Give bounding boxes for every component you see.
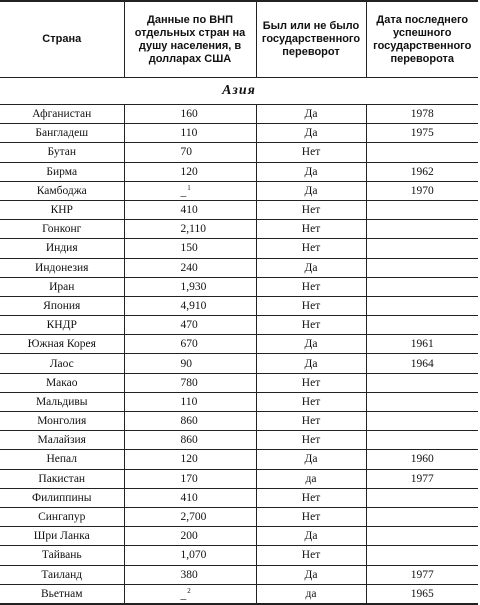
date-cell-text: 1965 — [410, 587, 434, 600]
country-cell — [0, 296, 124, 315]
gnp-cell-text: 170 — [180, 472, 198, 485]
date-cell-text: 1962 — [410, 165, 434, 178]
footnote-marker: 2 — [187, 586, 191, 595]
gnp-cell-text: 470 — [180, 319, 198, 332]
coup-cell — [256, 469, 366, 488]
gnp-cell — [124, 507, 256, 526]
date-cell — [366, 392, 478, 411]
coup-cell-text: Да — [304, 530, 318, 543]
coup-cell — [256, 239, 366, 258]
coup-cell — [256, 124, 366, 143]
gnp-cell-text: 150 — [180, 242, 198, 255]
country-cell-text: Камбоджа — [36, 184, 87, 197]
country-cell — [0, 200, 124, 219]
table-row — [0, 584, 478, 603]
date-cell-text: 1978 — [410, 108, 434, 121]
table — [0, 1, 478, 604]
gnp-cell-text: 860 — [180, 434, 198, 447]
gnp-cell — [124, 105, 256, 124]
coup-cell — [256, 488, 366, 507]
coup-cell-text: Нет — [301, 204, 321, 217]
gnp-cell-text: 780 — [180, 376, 198, 389]
date-cell — [366, 200, 478, 219]
coup-cell — [256, 220, 366, 239]
date-cell — [366, 335, 478, 354]
coup-cell-text: Нет — [301, 223, 321, 236]
coup-cell — [256, 258, 366, 277]
date-cell — [366, 277, 478, 296]
coup-cell-text: Нет — [301, 434, 321, 447]
gnp-cell — [124, 143, 256, 162]
country-cell-text: Южная Корея — [27, 338, 96, 351]
date-cell — [366, 181, 478, 200]
country-cell — [0, 565, 124, 584]
country-cell — [0, 354, 124, 373]
country-cell-text: Мальдивы — [35, 395, 88, 408]
country-cell-text: Индия — [45, 242, 78, 255]
table-row — [0, 488, 478, 507]
coup-cell-text: Нет — [301, 415, 321, 428]
country-cell — [0, 277, 124, 296]
coup-cell-text: Нет — [301, 146, 321, 159]
header-coup: Был или не было государственного переворот — [256, 2, 366, 78]
gnp-cell-text: 4,910 — [180, 299, 207, 312]
date-cell — [366, 373, 478, 392]
date-cell — [366, 124, 478, 143]
country-cell — [0, 124, 124, 143]
coup-cell-text: Нет — [301, 242, 321, 255]
gnp-cell — [124, 239, 256, 258]
date-cell — [366, 488, 478, 507]
country-cell-text: Филиппины — [32, 491, 92, 504]
date-cell — [366, 546, 478, 565]
gnp-cell — [124, 335, 256, 354]
date-cell-text: 1970 — [410, 184, 434, 197]
table-header — [0, 2, 478, 78]
gnp-cell-text: 410 — [180, 491, 198, 504]
gnp-cell — [124, 316, 256, 335]
country-cell — [0, 239, 124, 258]
gnp-cell-text: 1,930 — [180, 280, 207, 293]
country-cell-text: Пакистан — [38, 472, 86, 485]
date-cell — [366, 162, 478, 181]
date-cell — [366, 412, 478, 431]
gnp-cell — [124, 200, 256, 219]
header-date: Дата последнего успешного государственного переворота — [366, 2, 478, 78]
gnp-cell-text: 120 — [180, 453, 198, 466]
gnp-cell-text: 670 — [180, 338, 198, 351]
coup-cell — [256, 392, 366, 411]
gnp-cell-text: 240 — [180, 261, 198, 274]
coup-cell — [256, 277, 366, 296]
header-gnp: Данные по ВНП отдельных стран на душу населения, в долларах США — [124, 2, 256, 78]
gnp-cell — [124, 392, 256, 411]
table-row — [0, 354, 478, 373]
country-cell — [0, 143, 124, 162]
coup-cell-text: Нет — [301, 511, 321, 524]
gnp-cell — [124, 162, 256, 181]
date-cell-text: 1977 — [410, 472, 434, 485]
gnp-cell — [124, 220, 256, 239]
date-cell — [366, 584, 478, 603]
country-cell-text: Непал — [46, 453, 77, 466]
table-row — [0, 392, 478, 411]
table-row — [0, 105, 478, 124]
coup-cell-text: Нет — [301, 299, 321, 312]
gnp-cell — [124, 546, 256, 565]
table-row — [0, 296, 478, 315]
country-cell — [0, 181, 124, 200]
country-cell — [0, 392, 124, 411]
coup-cell — [256, 450, 366, 469]
country-cell-text: Бангладеш — [35, 127, 89, 140]
country-cell-text: Бутан — [47, 146, 76, 159]
section-row — [0, 78, 478, 105]
coup-cell — [256, 412, 366, 431]
table-row — [0, 316, 478, 335]
country-cell — [0, 488, 124, 507]
date-cell — [366, 354, 478, 373]
country-cell — [0, 220, 124, 239]
gnp-cell-text: 90 — [180, 357, 192, 370]
date-cell — [366, 296, 478, 315]
table-row — [0, 239, 478, 258]
coup-cell-text: Да — [304, 261, 318, 274]
gnp-cell-text: _ — [180, 588, 187, 601]
date-cell — [366, 450, 478, 469]
coup-cell-text: Да — [304, 453, 318, 466]
footnote-marker: 1 — [187, 183, 191, 192]
country-cell-text: Шри Ланка — [33, 530, 90, 543]
coup-cell-text: Нет — [301, 319, 321, 332]
date-cell — [366, 239, 478, 258]
country-cell — [0, 373, 124, 392]
gnp-cell — [124, 469, 256, 488]
country-cell-text: Тайвань — [41, 549, 82, 562]
gnp-cell-text: 70 — [180, 146, 192, 159]
coup-cell-text: Нет — [301, 280, 321, 293]
date-cell — [366, 220, 478, 239]
coup-cell — [256, 507, 366, 526]
gnp-cell — [124, 277, 256, 296]
coup-cell — [256, 373, 366, 392]
table-row — [0, 181, 478, 200]
country-cell — [0, 546, 124, 565]
gnp-cell-text: 1,070 — [180, 549, 207, 562]
coup-cell-text: Да — [304, 165, 318, 178]
table-body — [0, 78, 478, 604]
coup-cell-text: да — [305, 472, 317, 485]
table-row — [0, 220, 478, 239]
country-cell-text: Иран — [49, 280, 75, 293]
gnp-cell — [124, 565, 256, 584]
coup-cell-text: Да — [304, 568, 318, 581]
country-cell-text: Япония — [43, 299, 81, 312]
coup-cell-text: Нет — [301, 376, 321, 389]
country-cell-text: Гонконг — [42, 223, 82, 236]
country-cell — [0, 258, 124, 277]
table-row — [0, 565, 478, 584]
gnp-cell-text: 120 — [180, 165, 198, 178]
country-cell — [0, 162, 124, 181]
gnp-cell-text: 860 — [180, 415, 198, 428]
gnp-cell — [124, 296, 256, 315]
country-cell — [0, 105, 124, 124]
table-row — [0, 527, 478, 546]
gnp-cell-text: 110 — [180, 127, 198, 140]
gnp-cell — [124, 584, 256, 603]
date-cell — [366, 565, 478, 584]
coup-cell — [256, 105, 366, 124]
country-cell-text: КНР — [50, 204, 73, 217]
country-cell-text: Индонезия — [35, 261, 89, 274]
table-row — [0, 200, 478, 219]
coup-cell-text: Нет — [301, 395, 321, 408]
table-row — [0, 546, 478, 565]
country-cell — [0, 469, 124, 488]
country-cell-text: Бирма — [46, 165, 78, 178]
date-cell-text: 1961 — [410, 338, 434, 351]
date-cell — [366, 316, 478, 335]
table-row — [0, 412, 478, 431]
coup-cell — [256, 546, 366, 565]
country-cell — [0, 584, 124, 603]
coup-cell — [256, 335, 366, 354]
coup-cell — [256, 143, 366, 162]
gnp-cell — [124, 373, 256, 392]
country-cell-text: Монголия — [37, 415, 87, 428]
gnp-cell — [124, 181, 256, 200]
country-cell-text: Малайзия — [37, 434, 86, 447]
gnp-cell — [124, 488, 256, 507]
country-cell-text: КНДР — [46, 319, 77, 332]
gnp-cell — [124, 354, 256, 373]
coup-cell — [256, 565, 366, 584]
date-cell-text: 1975 — [410, 127, 434, 140]
country-cell — [0, 527, 124, 546]
country-cell — [0, 431, 124, 450]
country-cell — [0, 450, 124, 469]
section-title: Азия — [0, 78, 478, 105]
gnp-cell-text: 380 — [180, 568, 198, 581]
date-cell — [366, 143, 478, 162]
table-row — [0, 469, 478, 488]
date-cell-text: 1964 — [410, 357, 434, 370]
coup-cell — [256, 527, 366, 546]
country-cell — [0, 335, 124, 354]
coup-cell — [256, 584, 366, 603]
coup-cell-text: Да — [304, 338, 318, 351]
date-cell — [366, 258, 478, 277]
table-row — [0, 431, 478, 450]
date-cell — [366, 527, 478, 546]
coup-cell — [256, 431, 366, 450]
country-cell-text: Вьетнам — [40, 587, 83, 600]
coup-cell-text: Да — [304, 357, 318, 370]
table-row — [0, 335, 478, 354]
gnp-cell — [124, 412, 256, 431]
coup-cell-text: Нет — [301, 549, 321, 562]
gnp-cell — [124, 431, 256, 450]
coup-cell — [256, 296, 366, 315]
gnp-cell-text: 110 — [180, 395, 198, 408]
coup-cell — [256, 316, 366, 335]
date-cell — [366, 469, 478, 488]
gnp-cell — [124, 124, 256, 143]
header-row — [0, 2, 478, 78]
date-cell — [366, 431, 478, 450]
header-country: Страна — [0, 2, 124, 78]
country-cell-text: Таиланд — [41, 568, 83, 581]
table-row — [0, 162, 478, 181]
gnp-cell — [124, 258, 256, 277]
country-cell-text: Макао — [45, 376, 78, 389]
table-row — [0, 277, 478, 296]
coup-cell-text: Да — [304, 108, 318, 121]
gnp-cell-text: 2,110 — [180, 223, 206, 236]
coup-cell-text: да — [305, 587, 317, 600]
country-cell-text: Лаос — [49, 357, 74, 370]
date-cell — [366, 507, 478, 526]
gnp-cell-text: 410 — [180, 204, 198, 217]
coup-cell — [256, 354, 366, 373]
gnp-cell-text: 200 — [180, 530, 198, 543]
coup-cell-text: Да — [304, 127, 318, 140]
coup-cell-text: Нет — [301, 491, 321, 504]
table-row — [0, 507, 478, 526]
gnp-cell-text: 160 — [180, 108, 198, 121]
coup-cell — [256, 200, 366, 219]
coup-cell — [256, 181, 366, 200]
coup-cell — [256, 162, 366, 181]
date-cell — [366, 105, 478, 124]
gnp-cell-text: 2,700 — [180, 511, 207, 524]
country-cell — [0, 507, 124, 526]
coup-cell-text: Да — [304, 184, 318, 197]
table-row — [0, 258, 478, 277]
date-cell-text: 1977 — [410, 568, 434, 581]
gnp-cell — [124, 450, 256, 469]
table-row — [0, 124, 478, 143]
country-cell-text: Сингапур — [38, 511, 86, 524]
country-cell — [0, 316, 124, 335]
country-cell-text: Афганистан — [32, 108, 92, 121]
table-row — [0, 450, 478, 469]
country-cell — [0, 412, 124, 431]
table-row — [0, 143, 478, 162]
gnp-cell-text: _ — [180, 185, 187, 198]
table-row — [0, 373, 478, 392]
date-cell-text: 1960 — [410, 453, 434, 466]
gnp-cell — [124, 527, 256, 546]
